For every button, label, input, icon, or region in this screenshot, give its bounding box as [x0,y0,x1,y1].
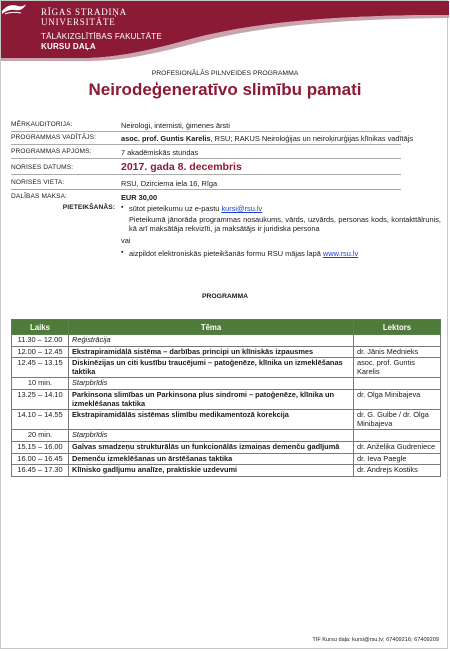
director-affiliation: , RSU; RAKUS Neiroloģijas un neiroķirurģijas klīnikas vadītājs [210,134,414,143]
row-time: 16.45 – 17.30 [12,465,69,477]
program-type: PROFESIONĀLĀS PILNVEIDES PROGRAMMA [151,70,299,77]
row-topic: Ekstrapiramidālā sistēma – darbības principi un klīniskās izpausmes [69,346,354,358]
row-lecturer [354,378,441,390]
table-row [12,453,441,465]
university-name-line2: UNIVERSITĀTE [41,17,116,27]
row-time: 20 min. [12,430,69,442]
row-time: 16.00 – 16.45 [12,453,69,465]
row-topic: Demenču izmeklēšanas un ārstēšanas taktika [69,453,354,465]
row-time: 12.00 – 12.45 [12,346,69,358]
header-banner [1,1,449,63]
apply-or: vai [121,236,131,245]
row-lecturer [354,335,441,347]
bullet-icon: ▪ [121,204,124,211]
director-row [11,134,441,143]
apply-label: PIETEIKŠANĀS: [62,204,115,211]
row-topic: Galvas smadzeņu strukturālās un funkcionālās izmaiņas demenču gadījumā [69,441,354,453]
table-row [12,441,441,453]
volume-row [11,148,441,157]
fee-label: DALĪBAS MAKSA: [11,193,68,200]
table-row [12,410,441,430]
volume-label: PROGRAMMAS APJOMS: [11,148,92,155]
place-row [11,179,441,188]
divider [11,131,401,132]
row-topic: Starpbrīdis [69,430,354,442]
table-row [12,346,441,358]
column-header-time: Laiks [12,320,69,335]
place-label: NORISES VIETA: [11,179,65,186]
faculty-name: TĀLĀKIZGLĪTĪBAS FAKULTĀTE [41,32,162,41]
row-lecturer: dr. Olga Minibajeva [354,389,441,409]
rsu-bird-logo-icon [1,1,27,16]
row-lecturer [354,430,441,442]
row-lecturer: dr. G. Gulbe / dr. Olga Minibajeva [354,410,441,430]
column-header-topic: Tēma [69,320,354,335]
date-value: 2017. gada 8. decembris [121,161,242,173]
apply-value [121,204,441,258]
row-topic: Starpbrīdis [69,378,354,390]
date-row [11,161,441,173]
row-lecturer: dr. Andrejs Kostiks [354,465,441,477]
divider [11,189,401,190]
row-time: 13.25 – 14.10 [12,389,69,409]
apply-email-text: sūtot pieteikumu uz e-pastu [129,204,222,213]
page-title: Neirodeģeneratīvo slimību pamati [88,80,362,99]
university-name-line1: RĪGAS STRADIŅA [41,7,127,17]
apply-website-link[interactable]: www.rsu.lv [322,249,359,258]
date-label: NORISES DATUMS: [11,163,74,171]
row-time: 11.30 – 12.00 [12,335,69,347]
table-row [12,389,441,409]
row-time: 15.15 – 16.00 [12,441,69,453]
row-lecturer: dr. Ieva Paegle [354,453,441,465]
row-topic: Diskinēzijas un citi kustību traucējumi – patoģenēze, klīnika un izmeklēšanas taktika [69,358,354,378]
audience-value: Neirologi, internisti, ģimenes ārsti [121,121,230,130]
table-row [12,358,441,378]
divider [11,144,401,145]
table-row [12,335,441,347]
table-row [12,465,441,477]
table-row [12,378,441,390]
apply-row [11,204,441,258]
apply-bullet-web [121,249,441,258]
department-name: KURSU DAĻA [41,42,96,51]
table-body [12,335,441,477]
apply-email-link[interactable]: kursi@rsu.lv [221,204,263,213]
volume-value: 7 akadēmiskās stundas [121,148,199,157]
row-topic: Klīnisko gadījumu analīze, praktiskie uzdevumi [69,465,354,477]
audience-row [11,121,441,130]
row-time: 14.10 – 14.55 [12,410,69,430]
fee-value: EUR 30,00 [121,193,158,202]
place-value: RSU, Dzirciema iela 16, Rīga [121,179,218,188]
audience-label: MĒRĶAUDITORIJA: [11,121,73,128]
director-name: asoc. prof. Guntis Karelis [121,134,211,143]
fee-row [11,193,441,202]
apply-web-text: aizpildot elektroniskās pieteikšanās formu RSU mājas lapā [129,249,323,258]
program-heading: PROGRAMMA [201,293,249,300]
row-topic: Parkinsona slimības un Parkinsona plus sindromi – patoģenēze, klīnika un izmeklēšanas taktika [69,389,354,409]
info-section [11,121,441,258]
row-topic: Ekstrapiramidālās sistēmas slimību medikamentozā korekcija [69,410,354,430]
divider [11,158,401,159]
apply-bullet-email [121,204,441,213]
row-topic: Reģistrācija [69,335,354,347]
row-time: 10 min. [12,378,69,390]
footer-contacts: TIF Kursu daļa: kursi@rsu.lv; 67409216; 67409209 [312,637,439,643]
row-lecturer: dr. Anželika Gudreniece [354,441,441,453]
row-time: 12.45 – 13.15 [12,358,69,378]
row-lecturer: dr. Jānis Mednieks [354,346,441,358]
column-header-lecturer: Lektors [354,320,441,335]
row-lecturer: asoc. prof. Guntis Karelis [354,358,441,378]
table-row [12,430,441,442]
divider [11,174,401,175]
program-table [11,319,441,477]
director-label: PROGRAMMAS VADĪTĀJS: [11,134,97,141]
director-value [121,134,441,143]
table-header-row [12,320,441,335]
bullet-icon: ▪ [121,249,124,256]
apply-note: Pieteikumā jānorāda programmas nosaukums, vārds, uzvārds, personas kods, kontakttālrunis, kā arī maksātāja rekvizīti, ja maksātājs ir juridiska persona [129,215,441,233]
